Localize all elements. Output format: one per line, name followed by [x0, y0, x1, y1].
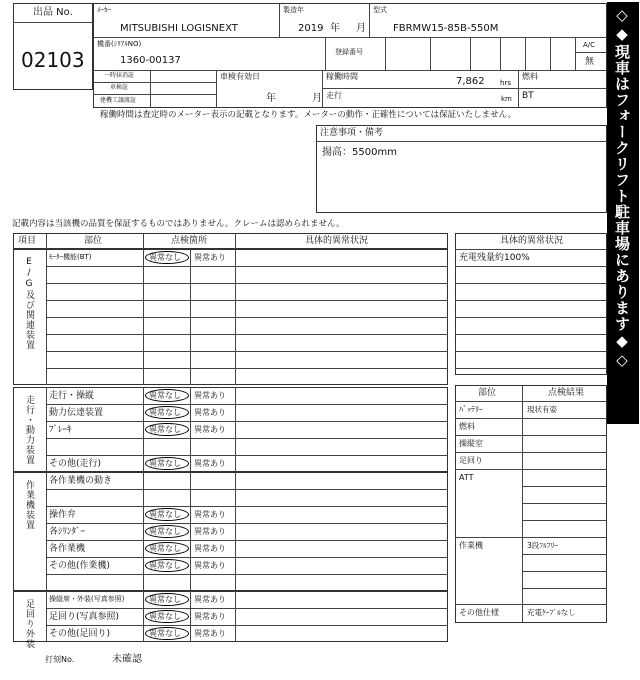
table-row-part: 走行・操縦: [49, 391, 95, 401]
cert-label-inspection: 車検証: [110, 84, 129, 91]
lot-label: 出品 No.: [33, 7, 73, 18]
ok-label: 異常なし: [149, 561, 181, 570]
serial-value: 1360-00137: [120, 55, 181, 66]
section-name: E/G及び関連装置: [24, 257, 34, 350]
table-row-part: 操作弁: [49, 510, 77, 520]
maker-label: ﾒｰｶｰ: [97, 6, 111, 14]
result-value: 3段ﾌﾙﾌﾘｰ: [527, 541, 559, 550]
results-header-part: 部位: [478, 388, 497, 398]
stamp-value: 未確認: [112, 654, 142, 665]
quality-disclaimer: 記載内容は当該機の品質を保証するものではありません。クレームは認められません。: [12, 219, 345, 229]
hours-disclaimer: 稼働時間は査定時のメーター表示の記載となります。メーターの動作・正確性については保証いたしません。: [100, 110, 517, 120]
month-unit: 月: [356, 23, 366, 34]
table-row-part: その他(作業機): [49, 561, 111, 571]
hours-value: 7,862: [456, 76, 485, 87]
notes-value: 揚高：5500mm: [322, 147, 397, 158]
notes-label: 注意事項・備考: [320, 128, 384, 138]
result-part: 操縦室: [459, 439, 483, 448]
result-part: 作業機: [459, 541, 483, 550]
inspection-label: 車検有効日: [220, 72, 260, 81]
cert-label-temp: 一時抹消証: [104, 72, 135, 79]
table-row-part: ﾓｰﾀｰ機能(BT): [49, 253, 92, 261]
table-row-part: 各作業機の動き: [49, 476, 113, 486]
hours-label: 稼働時間: [326, 72, 358, 81]
fuel-label: 燃料: [522, 72, 538, 81]
ok-label: 異常なし: [149, 612, 181, 621]
table-row-part: その他(足回り): [49, 629, 111, 639]
km-label: 走行: [326, 91, 342, 100]
ok-label: 異常なし: [149, 510, 181, 519]
inspection-month: 月: [312, 93, 322, 104]
ng-label: 異常あり: [194, 595, 226, 604]
ac-value: 無: [585, 57, 595, 67]
ng-label: 異常あり: [194, 391, 226, 400]
year-unit: 年: [330, 23, 340, 34]
ng-label: 異常あり: [194, 510, 226, 519]
battery-note: 充電残量約100%: [459, 253, 530, 263]
notes-box: [316, 125, 607, 213]
result-value: 充電ｹｰﾌﾞﾙなし: [527, 608, 576, 617]
ng-label: 異常あり: [194, 527, 226, 536]
ng-label: 異常あり: [194, 544, 226, 553]
result-part: ﾊﾞｯﾃﾘｰ: [459, 405, 483, 414]
section-name: 作業機装置: [24, 480, 34, 530]
ng-label: 異常あり: [194, 408, 226, 417]
cert-label-transfer: 建機工譲渡証: [100, 97, 137, 104]
ac-label: A/C: [583, 41, 596, 49]
year-label: 製造年: [283, 6, 304, 14]
ok-label: 異常なし: [149, 408, 181, 417]
table-row-part: 操縦席・外装(写真参照): [49, 595, 125, 603]
serial-label: 機番(ｼﾘｱﾙNO): [97, 40, 142, 48]
table-header-row: [13, 233, 448, 249]
ok-label: 異常なし: [149, 253, 181, 262]
results-header-result: 点検結果: [548, 388, 585, 398]
maker-value: MITSUBISHI LOGISNEXT: [120, 23, 238, 34]
ng-label: 異常あり: [194, 561, 226, 570]
result-part: その他仕様: [459, 608, 499, 617]
ok-label: 異常なし: [149, 629, 181, 638]
reg-label: 登録番号: [335, 48, 363, 56]
section-name: 足回り外装: [24, 599, 34, 649]
inspection-year: 年: [266, 93, 276, 104]
hours-unit: hrs: [500, 79, 511, 87]
table-row-part: 各作業機: [49, 544, 86, 554]
ok-label: 異常なし: [149, 595, 181, 604]
model-value: FBRMW15-85B-550M: [393, 23, 499, 34]
stamp-label: 打刻No.: [45, 655, 75, 664]
header-check: 点検箇所: [171, 236, 208, 246]
sidebar-banner: [607, 2, 639, 424]
sidebar-banner-text: ◇◆現車はフォークリフト駐車場にあります◆◇: [613, 6, 631, 370]
header-item: 項目: [18, 236, 37, 246]
fuel-value: BT: [522, 91, 534, 101]
ok-label: 異常なし: [149, 391, 181, 400]
ng-label: 異常あり: [194, 459, 226, 468]
section-name: 走行・動力装置: [24, 395, 34, 465]
ng-label: 異常あり: [194, 425, 226, 434]
table-row-part: その他(走行): [49, 459, 102, 469]
ng-label: 異常あり: [194, 612, 226, 621]
result-part: 燃料: [459, 422, 475, 431]
header-part: 部位: [84, 236, 103, 246]
km-unit: km: [501, 95, 512, 103]
table-row-part: 動力伝達装置: [49, 408, 104, 418]
result-part: ATT: [459, 473, 474, 482]
table-row-part: 足回り(写真参照): [49, 612, 120, 622]
lot-number: 02103: [21, 48, 85, 72]
ok-label: 異常なし: [149, 527, 181, 536]
result-value: 現状有姿: [527, 405, 557, 414]
right-detail-header: 具体的異常状況: [500, 236, 564, 246]
ok-label: 異常なし: [149, 544, 181, 553]
table-row-part: ﾌﾞﾚｰｷ: [49, 425, 72, 435]
ng-label: 異常あり: [194, 253, 226, 262]
ng-label: 異常あり: [194, 629, 226, 638]
ok-label: 異常なし: [149, 425, 181, 434]
year-value: 2019: [298, 23, 324, 34]
model-label: 型式: [373, 6, 387, 14]
ok-label: 異常なし: [149, 459, 181, 468]
header-detail: 具体的異常状況: [305, 236, 369, 246]
result-part: 足回り: [459, 456, 483, 465]
table-row-part: 各ｼﾘﾝﾀﾞｰ: [49, 527, 86, 537]
